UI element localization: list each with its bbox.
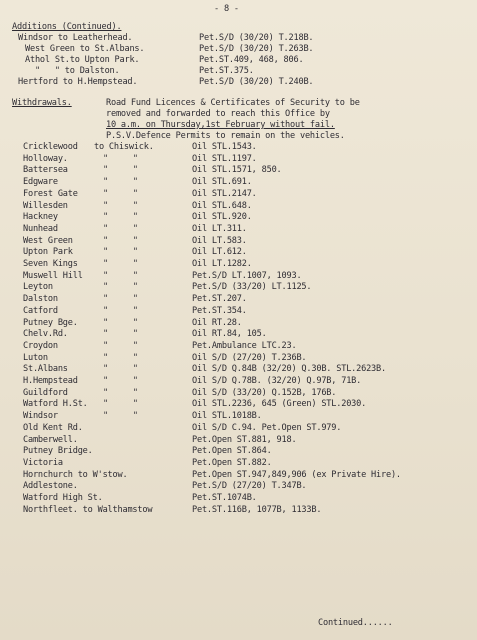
additions-detail: Pet.ST.409, 468, 806. [199, 55, 304, 65]
withdrawal-vehicles: Oil STL.1197. [192, 153, 257, 164]
withdrawal-vehicles: Pet.Ambulance LTC.23. [192, 340, 297, 351]
withdrawal-vehicles: Oil STL.648. [192, 200, 252, 211]
withdrawal-vehicles: Pet.S/D (27/20) T.347B. [192, 481, 307, 492]
withdrawal-depot: Holloway. [23, 153, 68, 164]
withdrawal-destination: " " [103, 165, 138, 176]
additions-detail: Pet.S/D (30/20) T.263B. [199, 44, 314, 54]
withdrawal-vehicles: Pet.ST.1074B. [192, 493, 257, 503]
withdrawal-depot: Seven Kings [23, 259, 78, 269]
withdrawal-vehicles: Pet.S/D (33/20) LT.1125. [192, 282, 312, 293]
withdrawal-vehicles: Oil STL.1543. [192, 142, 257, 152]
withdrawal-depot: Guildford [23, 387, 68, 398]
withdrawal-vehicles: Pet.ST.116B, 1077B, 1133B. [192, 504, 322, 515]
withdrawal-vehicles: Oil LT.311. [192, 223, 247, 234]
withdrawal-destination: " " [103, 411, 138, 422]
withdrawal-depot: H.Hempstead [23, 376, 78, 386]
additions-route: Hertford to H.Hempstead. [18, 77, 138, 87]
withdrawal-destination: " " [103, 294, 138, 305]
withdrawal-vehicles: Pet.ST.207. [192, 294, 247, 305]
withdrawal-depot: Victoria [23, 457, 63, 468]
additions-detail: Pet.ST.375. [199, 66, 254, 76]
additions-detail: Pet.S/D (30/20) T.218B. [199, 33, 314, 43]
withdrawal-destination: " " [103, 399, 138, 410]
withdrawal-destination: to Chiswick. [94, 142, 154, 152]
withdrawal-depot: Willesden [23, 200, 68, 211]
withdrawal-vehicles: Oil LT.583. [192, 235, 247, 246]
withdrawal-destination: " " [103, 223, 138, 234]
withdrawal-depot: Leyton [23, 282, 53, 293]
withdrawal-destination: " " [103, 259, 138, 269]
withdrawal-depot: Northfleet. to Walthamstow [23, 504, 153, 515]
withdrawal-vehicles: Pet.ST.354. [192, 305, 247, 316]
withdrawal-destination: " " [103, 340, 138, 351]
withdrawal-depot: Muswell Hill [23, 270, 83, 281]
withdrawal-vehicles: Pet.Open ST.947,849,906 (ex Private Hire). [192, 469, 401, 480]
withdrawal-destination: " " [103, 364, 138, 375]
withdrawal-vehicles: Pet.Open ST.881, 918. [192, 434, 297, 445]
withdrawal-destination: " " [103, 212, 138, 223]
withdrawal-depot: Dalston [23, 294, 58, 305]
withdrawals-heading: Withdrawals. [12, 98, 72, 108]
withdrawal-depot: St.Albans [23, 364, 68, 375]
withdrawal-depot: Upton Park [23, 247, 73, 258]
withdrawal-destination: " " [103, 329, 138, 340]
withdrawal-depot: Addlestone. [23, 481, 78, 492]
withdrawal-destination: " " [103, 282, 138, 293]
withdrawal-vehicles: Oil STL.920. [192, 212, 252, 223]
withdrawal-vehicles: Oil RT.28. [192, 317, 242, 328]
withdrawal-vehicles: Oil S/D (27/20) T.236B. [192, 352, 307, 363]
withdrawal-destination: " " [103, 200, 138, 211]
withdrawal-depot: Watford H.St. [23, 399, 88, 410]
withdrawal-vehicles: Pet.Open ST.864. [192, 446, 272, 457]
psv-permit-note: P.S.V.Defence Permits to remain on the vehicles. [106, 131, 345, 141]
withdrawal-depot: Chelv.Rd. [23, 329, 68, 340]
page-number: - 8 - [214, 4, 239, 14]
additions-route: Windsor to Leatherhead. [18, 33, 133, 43]
withdrawal-depot: Old Kent Rd. [23, 422, 83, 433]
withdrawal-depot: Putney Bridge. [23, 446, 93, 457]
continued-footer: Continued...... [318, 618, 393, 628]
withdrawal-depot: Cricklewood [23, 142, 78, 152]
withdrawal-vehicles: Oil STL.2147. [192, 188, 257, 199]
withdrawal-vehicles: Oil LT.612. [192, 247, 247, 258]
withdrawal-destination: " " [103, 177, 138, 188]
withdrawal-destination: " " [103, 376, 138, 386]
withdrawal-vehicles: Oil S/D Q.84B (32/20) Q.30B. STL.2623B. [192, 364, 386, 375]
withdrawal-depot: Nunhead [23, 223, 58, 234]
withdrawals-notice-line: removed and forwarded to reach this Office by [106, 109, 330, 119]
withdrawal-destination: " " [103, 235, 138, 246]
additions-route: Athol St.to Upton Park. [25, 55, 140, 65]
additions-route: West Green to St.Albans. [25, 44, 145, 54]
withdrawal-vehicles: Oil LT.1282. [192, 259, 252, 269]
withdrawal-depot: Windsor [23, 411, 58, 422]
withdrawal-depot: Watford High St. [23, 493, 103, 503]
withdrawal-depot: Hornchurch to W'stow. [23, 469, 128, 480]
withdrawal-depot: Luton [23, 352, 48, 363]
withdrawal-depot: Putney Bge. [23, 317, 78, 328]
withdrawal-vehicles: Oil S/D (33/20) Q.152B, 176B. [192, 387, 337, 398]
withdrawal-depot: Edgware [23, 177, 58, 188]
withdrawal-depot: Croydon [23, 340, 58, 351]
additions-route: " " to Dalston. [25, 66, 120, 76]
withdrawal-vehicles: Oil STL.1571, 850. [192, 165, 282, 176]
withdrawal-vehicles: Oil STL.2236, 645 (Green) STL.2030. [192, 399, 367, 410]
withdrawal-depot: Hackney [23, 212, 58, 223]
withdrawal-vehicles: Oil RT.84, 105. [192, 329, 267, 340]
withdrawal-vehicles: Pet.S/D LT.1007, 1093. [192, 270, 302, 281]
withdrawal-depot: Battersea [23, 165, 68, 176]
withdrawal-vehicles: Oil S/D Q.78B. (32/20) Q.97B, 71B. [192, 376, 362, 386]
withdrawal-vehicles: Oil STL.691. [192, 177, 252, 188]
withdrawal-destination: " " [103, 247, 138, 258]
withdrawals-notice-line: Road Fund Licences & Certificates of Security to be [106, 98, 360, 108]
withdrawal-vehicles: Oil STL.1018B. [192, 411, 262, 422]
withdrawal-vehicles: Pet.Open ST.882. [192, 457, 272, 468]
withdrawals-notice-line: 10 a.m. on Thursday,1st February without fail. [106, 120, 335, 130]
additions-heading: Additions (Continued). [12, 22, 122, 32]
additions-detail: Pet.S/D (30/20) T.240B. [199, 77, 314, 87]
withdrawal-depot: Forest Gate [23, 188, 78, 199]
withdrawal-destination: " " [103, 305, 138, 316]
withdrawal-depot: Camberwell. [23, 434, 78, 445]
withdrawal-depot: West Green [23, 235, 73, 246]
withdrawal-destination: " " [103, 153, 138, 164]
withdrawal-vehicles: Oil S/D C.94. Pet.Open ST.979. [192, 422, 342, 433]
withdrawal-destination: " " [103, 317, 138, 328]
withdrawal-destination: " " [103, 270, 138, 281]
withdrawal-depot: Catford [23, 305, 58, 316]
withdrawal-destination: " " [103, 387, 138, 398]
withdrawal-destination: " " [103, 188, 138, 199]
withdrawal-destination: " " [103, 352, 138, 363]
